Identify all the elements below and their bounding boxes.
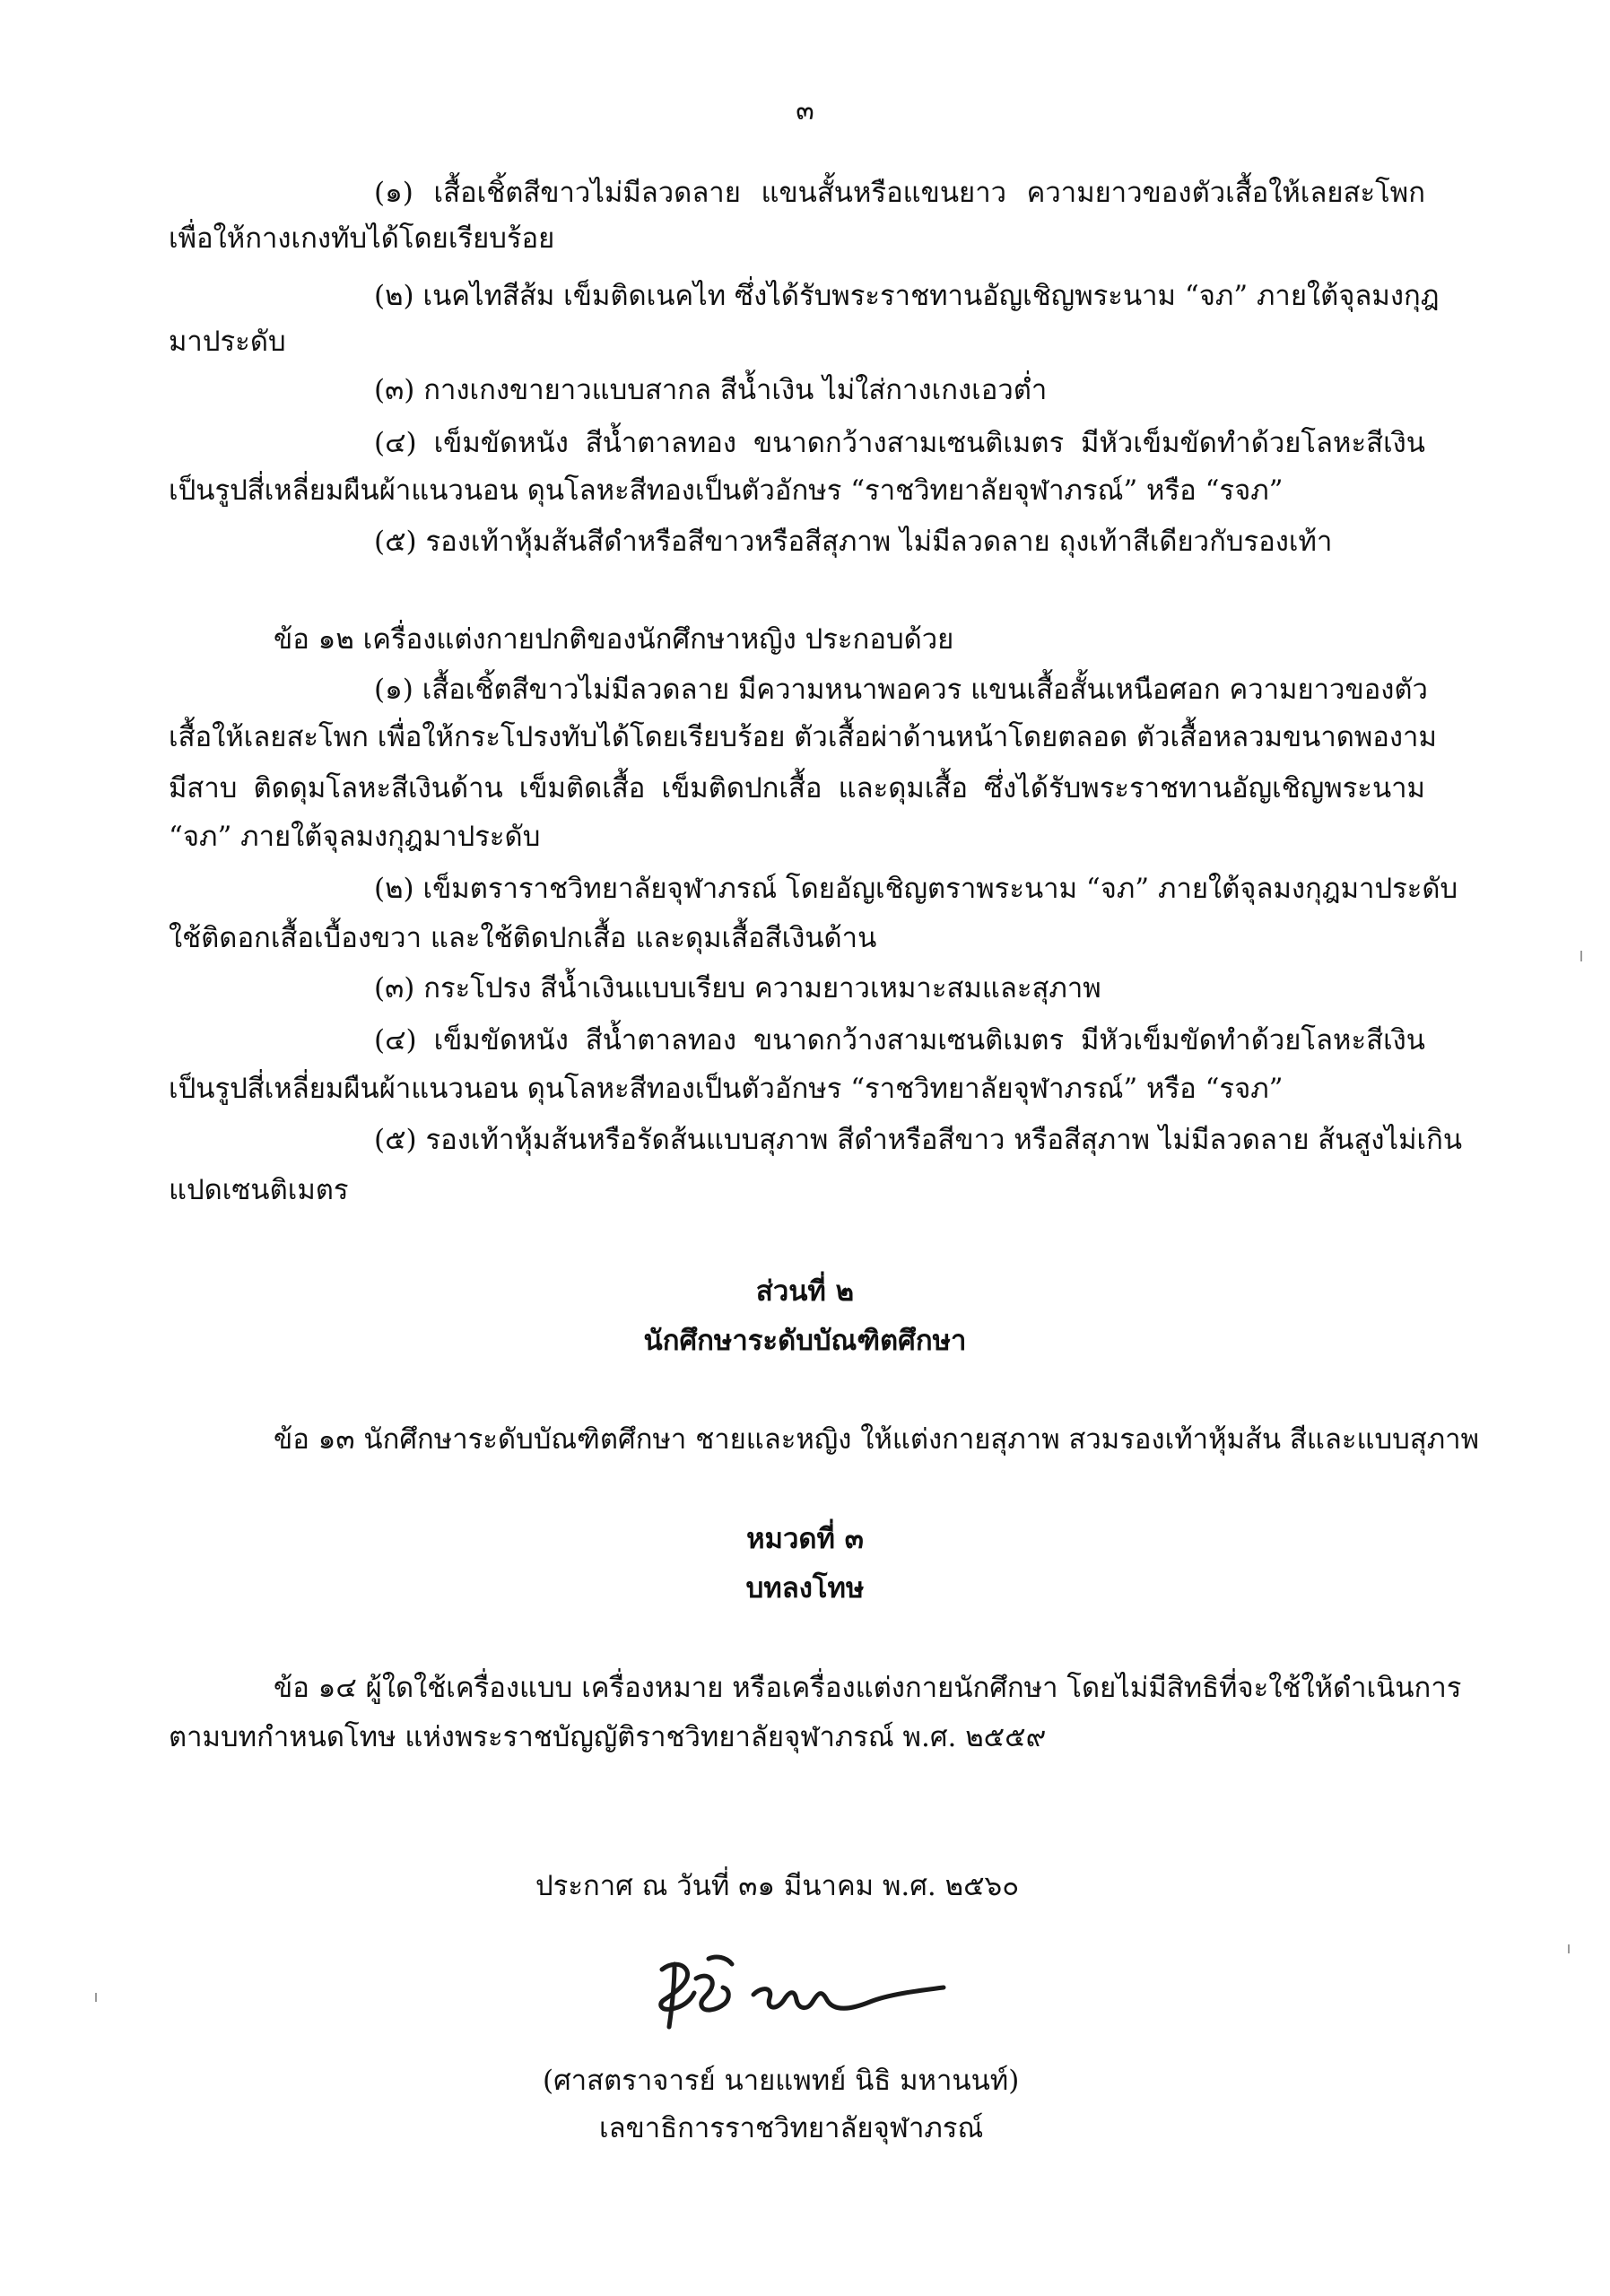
signer-title: เลขาธิการราชวิทยาลัยจุฬาภรณ์ xyxy=(599,2112,984,2144)
clause-14-line-2: ตามบทกำหนดโทษ แห่งพระราชบัญญัติราชวิทยาลัยจุฬาภรณ์ พ.ศ. ๒๕๕๙ xyxy=(169,1721,1047,1753)
female-item-4-line-2: เป็นรูปสี่เหลี่ยมผืนผ้าแนวนอน ดุนโลหะสีทองเป็นตัวอักษร “ราชวิทยาลัยจุฬาภรณ์” หรือ “รจภ” xyxy=(169,1073,1284,1105)
clause-14-line-1: ข้อ ๑๔ ผู้ใดใช้เครื่องแบบ เครื่องหมาย หรือเครื่องแต่งกายนักศึกษา โดยไม่มีสิทธิที่จะใช้ให้ดำเนินการ xyxy=(274,1672,1462,1704)
scan-speck xyxy=(1568,1944,1570,1953)
female-item-1-line-4: “จภ” ภายใต้จุลมงกุฎมาประดับ xyxy=(169,821,541,853)
scan-speck xyxy=(1580,951,1582,961)
chapter-3-subheading: บทลงโทษ xyxy=(745,1572,865,1605)
female-item-4-line-1: (๔) เข็มขัดหนัง สีน้ำตาลทอง ขนาดกว้างสามเซนติเมตร มีหัวเข็มขัดทำด้วยโลหะสีเงิน xyxy=(374,1024,1425,1057)
page-number: ๓ xyxy=(796,95,814,126)
female-item-3: (๓) กระโปรง สีน้ำเงินแบบเรียบ ความยาวเหมาะสมและสุภาพ xyxy=(374,972,1101,1004)
male-item-2-line-1: (๒) เนคไทสีส้ม เข็มติดเนคไท ซึ่งได้รับพระราชทานอัญเชิญพระนาม “จภ” ภายใต้จุลมงกุฎ xyxy=(374,280,1440,312)
clause-12-heading: ข้อ ๑๒ เครื่องแต่งกายปกติของนักศึกษาหญิง ประกอบด้วย xyxy=(274,623,954,656)
part-2-subheading: นักศึกษาระดับบัณฑิตศึกษา xyxy=(643,1325,967,1357)
male-item-3: (๓) กางเกงขายาวแบบสากล สีน้ำเงิน ไม่ใส่กางเกงเอวต่ำ xyxy=(374,374,1048,406)
chapter-3-heading: หมวดที่ ๓ xyxy=(746,1523,864,1555)
female-item-2-line-2: ใช้ติดอกเสื้อเบื้องขวา และใช้ติดปกเสื้อ และดุมเสื้อสีเงินด้าน xyxy=(169,922,877,954)
announcement-date: ประกาศ ณ วันที่ ๓๑ มีนาคม พ.ศ. ๒๕๖๐ xyxy=(535,1870,1020,1902)
female-item-1-line-3: มีสาบ ติดดุมโลหะสีเงินด้าน เข็มติดเสื้อ เข็มติดปกเสื้อ และดุมเสื้อ ซึ่งได้รับพระราชทานอัญเชิญพระนาม xyxy=(169,772,1425,804)
female-item-1-line-2: เสื้อให้เลยสะโพก เพื่อให้กระโปรงทับได้โดยเรียบร้อย ตัวเสื้อผ่าด้านหน้าโดยตลอด ตัวเสื้อหลวมขนาดพองาม xyxy=(169,721,1437,753)
signature xyxy=(619,1946,960,2045)
part-2-heading: ส่วนที่ ๒ xyxy=(755,1275,855,1308)
scan-speck xyxy=(95,1993,97,2002)
female-item-2-line-1: (๒) เข็มตราราชวิทยาลัยจุฬาภรณ์ โดยอัญเชิญตราพระนาม “จภ” ภายใต้จุลมงกุฎมาประดับ xyxy=(374,873,1458,905)
male-item-2-line-2: มาประดับ xyxy=(169,326,286,358)
female-item-5-line-1: (๕) รองเท้าหุ้มส้นหรือรัดส้นแบบสุภาพ สีดำหรือสีขาว หรือสีสุภาพ ไม่มีลวดลาย ส้นสูงไม่เกิน xyxy=(374,1124,1463,1156)
signer-name: (ศาสตราจารย์ นายแพทย์ นิธิ มหานนท์) xyxy=(543,2065,1020,2097)
male-item-1-line-1: (๑) เสื้อเชิ้ตสีขาวไม่มีลวดลาย แขนสั้นหรือแขนยาว ความยาวของตัวเสื้อให้เลยสะโพก xyxy=(374,177,1425,209)
male-item-5: (๕) รองเท้าหุ้มส้นสีดำหรือสีขาวหรือสีสุภาพ ไม่มีลวดลาย ถุงเท้าสีเดียวกับรองเท้า xyxy=(374,526,1333,558)
female-item-1-line-1: (๑) เสื้อเชิ้ตสีขาวไม่มีลวดลาย มีความหนาพอควร แขนเสื้อสั้นเหนือศอก ความยาวของตัว xyxy=(374,674,1428,706)
female-item-5-line-2: แปดเซนติเมตร xyxy=(169,1174,349,1206)
male-item-4-line-2: เป็นรูปสี่เหลี่ยมผืนผ้าแนวนอน ดุนโลหะสีทองเป็นตัวอักษร “ราชวิทยาลัยจุฬาภรณ์” หรือ “รจภ” xyxy=(169,474,1284,507)
male-item-1-line-2: เพื่อให้กางเกงทับได้โดยเรียบร้อย xyxy=(169,222,555,255)
male-item-4-line-1: (๔) เข็มขัดหนัง สีน้ำตาลทอง ขนาดกว้างสามเซนติเมตร มีหัวเข็มขัดทำด้วยโลหะสีเงิน xyxy=(374,427,1425,459)
clause-13: ข้อ ๑๓ นักศึกษาระดับบัณฑิตศึกษา ชายและหญิง ให้แต่งกายสุภาพ สวมรองเท้าหุ้มส้น สีและแบบสุภาพ xyxy=(274,1423,1480,1456)
